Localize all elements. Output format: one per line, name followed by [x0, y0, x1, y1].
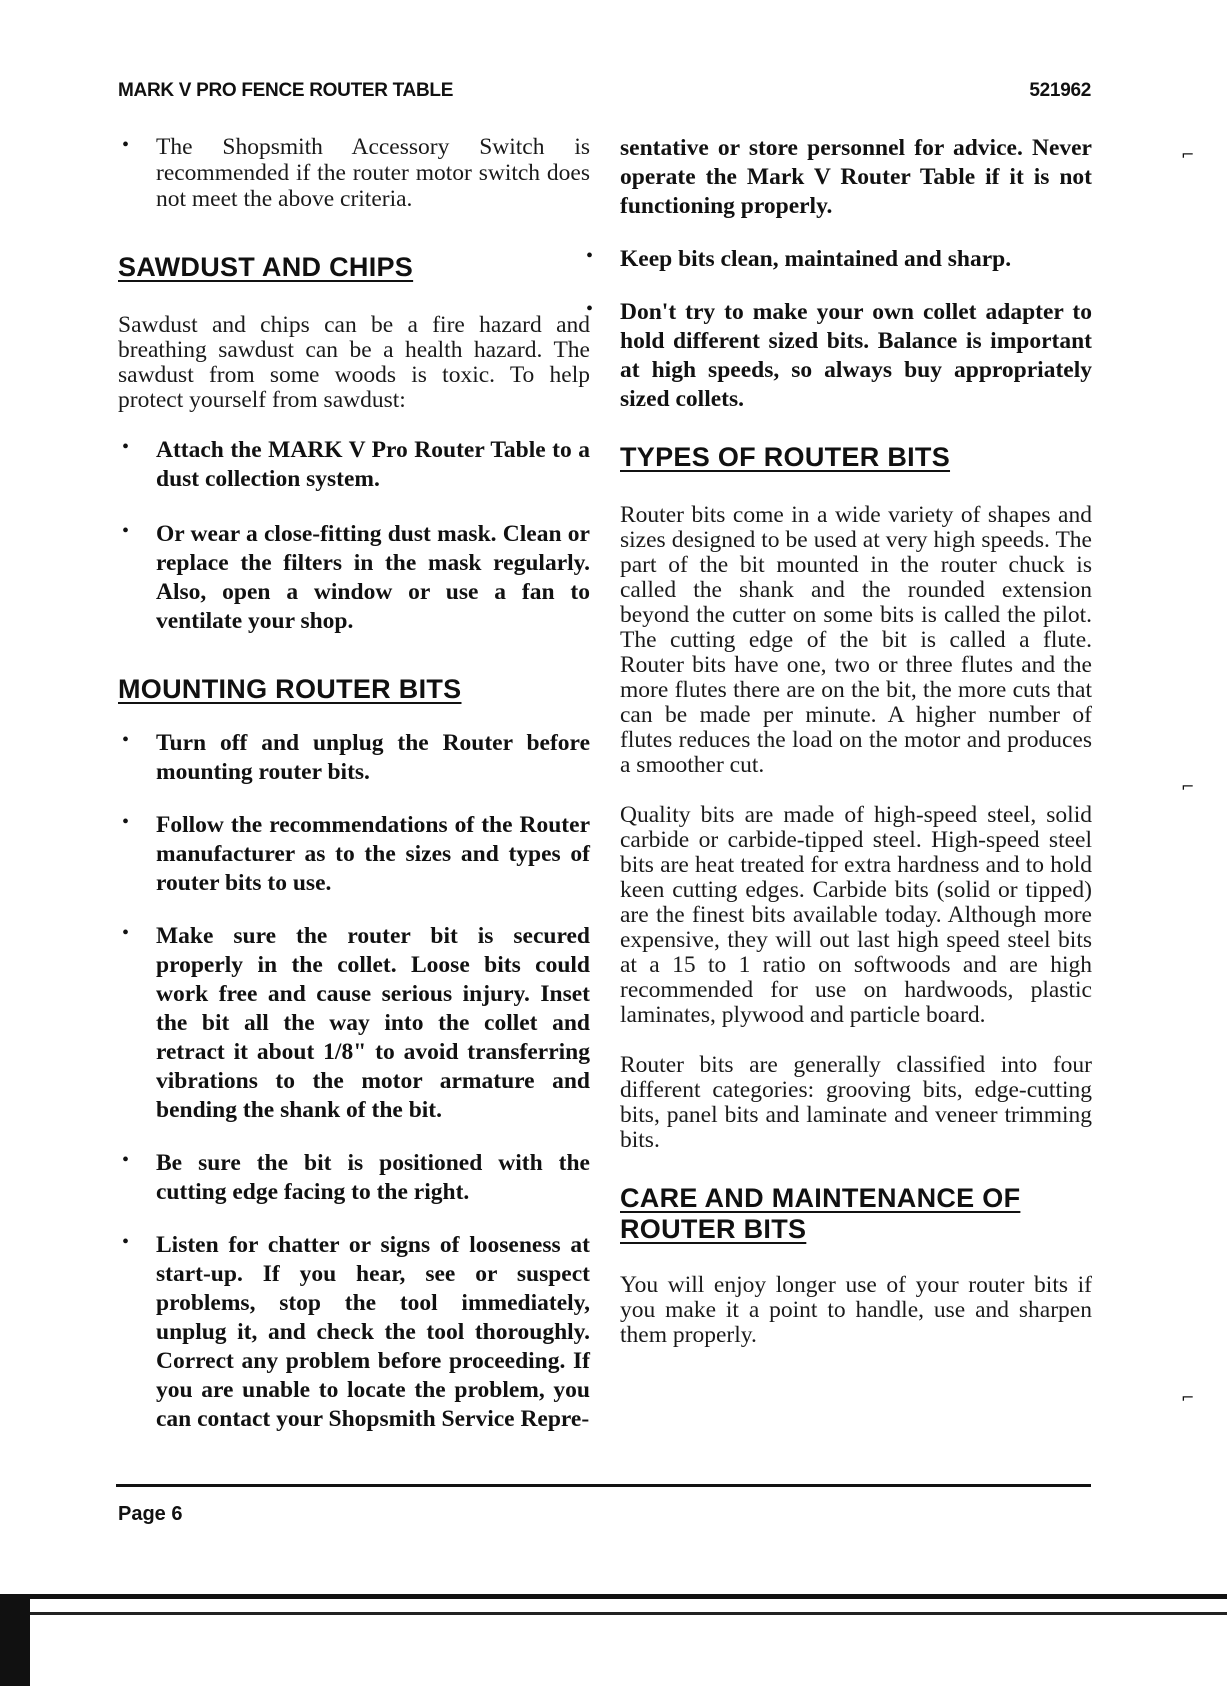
list-item [118, 1231, 590, 1434]
scan-edge-line [0, 1594, 1227, 1599]
scan-edge-line [0, 1612, 1227, 1615]
right-column [586, 134, 1092, 1348]
continuation-text: sentative or store personnel for advice. Never operate the Mark V Router Table if it is not functioning properly. [620, 135, 1092, 219]
bullet-icon: • [122, 729, 130, 751]
bullet-text: Turn off and unplug the Router before mounting router bits. [156, 730, 590, 785]
list-item [118, 811, 590, 898]
types-paragraph-2: Quality bits are made of high-speed steel, solid carbide or carbide-tipped steel. High-speed steel bits are heat treated for extra hardness and to hold keen cutting edges. Carbide bits (solid or tipped) are the finest bits available today. Although more expensive, they will out last high speed steel bits at a 15 to 1 ratio on softwoods and are high recommended for use on hardwoods, plastic laminates, plywood and particle board. [620, 802, 1092, 1028]
running-header-doc-number: 521962 [1029, 80, 1091, 101]
list-item [118, 436, 590, 494]
margin-mark-icon: ⌐ [1181, 777, 1195, 796]
bullet-icon: • [586, 245, 594, 267]
bullet-text: Listen for chatter or signs of looseness at start-up. If you hear, see or suspect problems, stop the tool immediately, unplug it, and check the tool thoroughly. Correct any problem before proceeding. If you are unable to locate the problem, you can contact your Shopsmith Service Repre- [156, 1232, 590, 1432]
bullet-icon: • [122, 436, 130, 458]
left-column [118, 134, 590, 1434]
bullet-icon: • [122, 1149, 130, 1171]
bullet-icon: • [122, 922, 130, 944]
bullet-text: Make sure the router bit is secured properly in the collet. Loose bits could work free and cause serious injury. Inset the bit all the way into the collet and retract it about 1/8" to avoid transferring vibrations to the motor armature and bending the shank of the bit. [156, 923, 590, 1123]
bullet-text: Attach the MARK V Pro Router Table to a dust collection system. [156, 437, 590, 492]
bullet-icon: • [586, 298, 594, 320]
list-item [118, 922, 590, 1125]
margin-mark-icon: ⌐ [1181, 145, 1195, 164]
bullet-text: The Shopsmith Accessory Switch is recommended if the router motor switch does not meet the above criteria. [156, 134, 590, 212]
margin-mark-icon: ⌐ [1181, 1388, 1195, 1407]
bullet-icon: • [122, 811, 130, 833]
intro-bullet-list [118, 134, 590, 212]
footer-rule [116, 1484, 1091, 1487]
section-heading-care [620, 1183, 1092, 1245]
running-header-title: MARK V PRO FENCE ROUTER TABLE [118, 80, 454, 101]
sawdust-paragraph: Sawdust and chips can be a fire hazard and breathing sawdust can be a health hazard. The sawdust from some woods is toxic. To help protect yourself from sawdust: [118, 312, 590, 413]
list-item [582, 298, 1092, 414]
section-heading-types: TYPES OF ROUTER BITS [620, 442, 951, 472]
care-paragraph: You will enjoy longer use of your router bits if you make it a point to handle, use and sharpen them properly. [620, 1272, 1092, 1348]
bullet-text: Keep bits clean, maintained and sharp. [620, 246, 1012, 272]
bullet-text: Or wear a close-fitting dust mask. Clean or replace the filters in the mask regularly. Also, open a window or use a fan to ventilate your shop. [156, 521, 590, 634]
list-item [118, 1149, 590, 1207]
scan-edge-corner [0, 1599, 30, 1686]
bullet-icon: • [122, 520, 130, 542]
bullet-icon: • [122, 1231, 130, 1253]
sawdust-bullet-list [118, 436, 590, 636]
mounting-bullet-list [118, 729, 590, 1434]
page-number: Page 6 [118, 1503, 183, 1525]
types-paragraph-3: Router bits are generally classified into four different categories: grooving bits, edge-cutting bits, panel bits and laminate and veneer trimming bits. [620, 1052, 1092, 1153]
care-heading-line-1: CARE AND MAINTENANCE OF [620, 1183, 1021, 1213]
care-heading-line-2: ROUTER BITS [620, 1214, 807, 1244]
list-item [118, 729, 590, 787]
types-paragraph-1: Router bits come in a wide variety of shapes and sizes designed to be used at very high speeds. The part of the bit mounted in the router chuck is called the shank and the rounded extension beyond the cutter on some bits is called the pilot. The cutting edge of the bit is called a flute. Router bits have one, two or three flutes and the more flutes there are on the bit, the more cuts that can be made per minute. A higher number of flutes reduces the load on the motor and produces a smoother cut. [620, 502, 1092, 778]
care-bullet-list [582, 245, 1092, 414]
section-heading-sawdust: SAWDUST AND CHIPS [118, 252, 414, 282]
list-item [118, 520, 590, 636]
bullet-icon: • [122, 134, 130, 156]
bullet-text: Be sure the bit is positioned with the cutting edge facing to the right. [156, 1150, 590, 1205]
list-item [118, 134, 590, 212]
section-heading-mounting: MOUNTING ROUTER BITS [118, 674, 462, 704]
bullet-text: Don't try to make your own collet adapter to hold different sized bits. Balance is important at high speeds, so always buy appropriately sized collets. [620, 299, 1092, 412]
bullet-text: Follow the recommendations of the Router manufacturer as to the sizes and types of router bits to use. [156, 812, 590, 896]
list-item [582, 245, 1092, 274]
